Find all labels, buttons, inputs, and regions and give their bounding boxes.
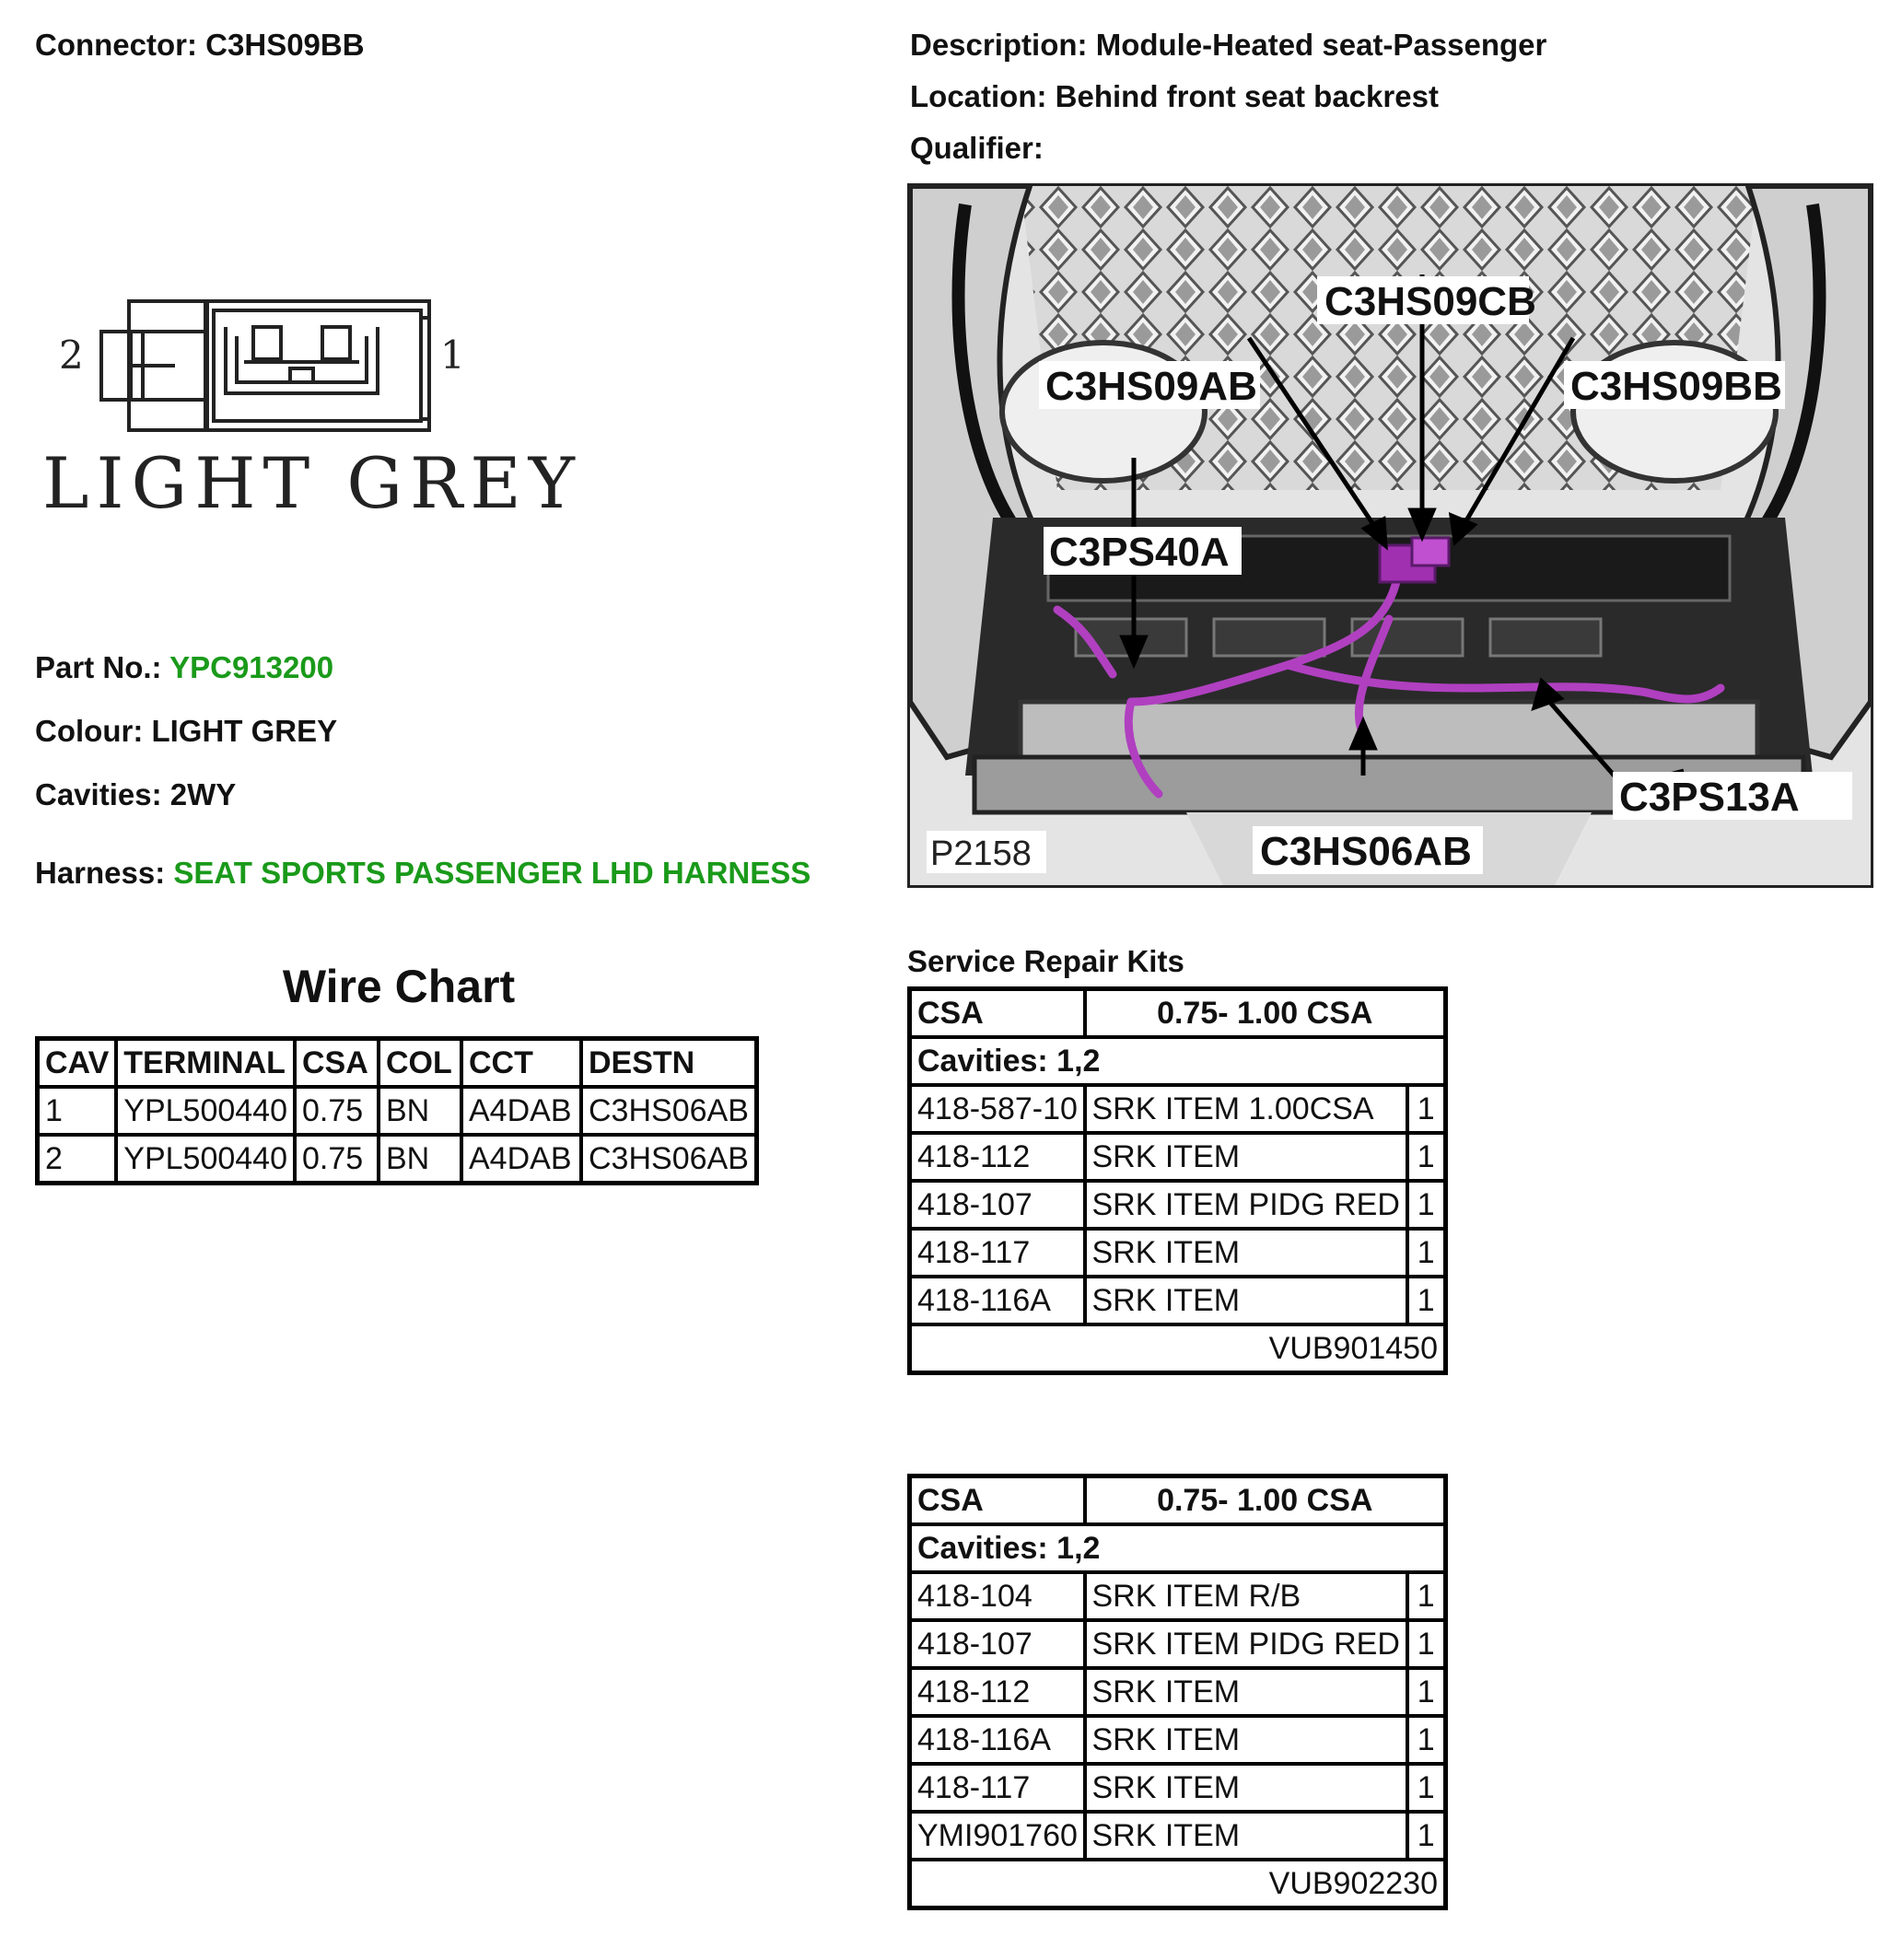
cell-cct: A4DAB xyxy=(461,1087,581,1135)
cell-col: BN xyxy=(379,1135,461,1184)
srk-item-qty: 1 xyxy=(1407,1716,1446,1764)
header-cav: CAV xyxy=(38,1039,117,1088)
colour-line xyxy=(35,713,337,750)
srk-item-desc: SRK ITEM xyxy=(1085,1668,1407,1716)
harness-line xyxy=(35,855,811,892)
cell-csa: 0.75 xyxy=(295,1087,379,1135)
header-csa: CSA xyxy=(295,1039,379,1088)
srk-item-desc: SRK ITEM xyxy=(1085,1764,1407,1812)
location-label: Location: xyxy=(910,79,1047,113)
cavities-line xyxy=(35,776,236,813)
location-photo xyxy=(907,183,1873,888)
srk-csa-label: CSA xyxy=(910,989,1085,1038)
srk-cavities-row xyxy=(910,1037,1446,1085)
connector-outline xyxy=(55,290,497,447)
table-row xyxy=(910,1085,1446,1133)
srk-item-qty: 1 xyxy=(1407,1133,1446,1181)
connector-colour-text: LIGHT GREY xyxy=(42,442,582,524)
srk-cavities-row xyxy=(910,1524,1446,1572)
srk-item-qty: 1 xyxy=(1407,1085,1446,1133)
header-cct: CCT xyxy=(461,1039,581,1088)
part-no-label: Part No.: xyxy=(35,650,162,684)
part-no-line xyxy=(35,649,333,686)
table-row xyxy=(910,1277,1446,1324)
description-line xyxy=(910,27,1546,64)
srk-item-code: 418-107 xyxy=(910,1181,1085,1229)
srk-item-qty: 1 xyxy=(1407,1572,1446,1620)
harness-label: Harness: xyxy=(35,856,166,890)
table-row xyxy=(910,1133,1446,1181)
wire-chart-header-row xyxy=(38,1039,757,1088)
srk-kit-no-row xyxy=(910,1860,1446,1908)
colour-value: LIGHT GREY xyxy=(151,714,338,748)
srk-item-qty: 1 xyxy=(1407,1764,1446,1812)
srk-csa-value: 0.75- 1.00 CSA xyxy=(1085,989,1446,1038)
header-col: COL xyxy=(379,1039,461,1088)
harness-link[interactable]: SEAT SPORTS PASSENGER LHD HARNESS xyxy=(173,856,811,890)
srk-item-code: 418-116A xyxy=(910,1277,1085,1324)
cell-cav: 1 xyxy=(38,1087,117,1135)
seat-illustration xyxy=(910,186,1871,885)
label-c3hs09cb: C3HS09CB xyxy=(1324,279,1536,324)
description-label: Description: xyxy=(910,28,1088,62)
connector-line xyxy=(35,27,365,64)
label-c3ps40a: C3PS40A xyxy=(1049,530,1230,575)
srk-item-desc: SRK ITEM xyxy=(1085,1229,1407,1277)
srk-item-desc: SRK ITEM xyxy=(1085,1133,1407,1181)
srk-csa-row xyxy=(910,1476,1446,1525)
cell-terminal: YPL500440 xyxy=(116,1087,295,1135)
description-value: Module-Heated seat-Passenger xyxy=(1095,28,1547,62)
wire-chart-title: Wire Chart xyxy=(282,961,516,1012)
srk-item-code: 418-112 xyxy=(910,1133,1085,1181)
srk-item-qty: 1 xyxy=(1407,1620,1446,1668)
srk-item-desc: SRK ITEM 1.00CSA xyxy=(1085,1085,1407,1133)
srk-item-code: 418-112 xyxy=(910,1668,1085,1716)
srk-title: Service Repair Kits xyxy=(907,944,1184,978)
srk-item-desc: SRK ITEM xyxy=(1085,1277,1407,1324)
qualifier-line xyxy=(910,130,1044,167)
srk-csa-row xyxy=(910,989,1446,1038)
srk-item-code: 418-107 xyxy=(910,1620,1085,1668)
srk-item-code: 418-587-10 xyxy=(910,1085,1085,1133)
label-c3ps13a: C3PS13A xyxy=(1619,775,1800,820)
location-value: Behind front seat backrest xyxy=(1055,79,1439,113)
label-c3hs06ab: C3HS06AB xyxy=(1260,829,1472,874)
table-row xyxy=(910,1620,1446,1668)
cell-cct: A4DAB xyxy=(461,1135,581,1184)
srk-cavities: Cavities: 1,2 xyxy=(910,1524,1446,1572)
srk-cavities: Cavities: 1,2 xyxy=(910,1037,1446,1085)
table-row xyxy=(910,1812,1446,1860)
srk-item-code: 418-104 xyxy=(910,1572,1085,1620)
pin-1-label: 1 xyxy=(440,332,465,378)
label-c3hs09ab: C3HS09AB xyxy=(1045,364,1257,409)
cell-destn: C3HS06AB xyxy=(581,1087,756,1135)
cavities-label: Cavities: xyxy=(35,777,162,811)
table-row xyxy=(38,1135,757,1184)
qualifier-label: Qualifier: xyxy=(910,131,1044,165)
srk-item-desc: SRK ITEM xyxy=(1085,1812,1407,1860)
connector-value: C3HS09BB xyxy=(205,28,365,62)
srk-item-qty: 1 xyxy=(1407,1812,1446,1860)
part-no-link[interactable]: YPC913200 xyxy=(169,650,334,684)
srk-item-code: 418-117 xyxy=(910,1764,1085,1812)
cell-csa: 0.75 xyxy=(295,1135,379,1184)
srk-item-qty: 1 xyxy=(1407,1181,1446,1229)
table-row xyxy=(910,1572,1446,1620)
table-row xyxy=(38,1087,757,1135)
srk-item-desc: SRK ITEM PIDG RED xyxy=(1085,1181,1407,1229)
srk-item-desc: SRK ITEM PIDG RED xyxy=(1085,1620,1407,1668)
location-line xyxy=(910,78,1439,115)
label-c3hs09bb: C3HS09BB xyxy=(1570,364,1782,409)
srk-item-desc: SRK ITEM R/B xyxy=(1085,1572,1407,1620)
table-row xyxy=(910,1181,1446,1229)
table-row xyxy=(910,1229,1446,1277)
cell-terminal: YPL500440 xyxy=(116,1135,295,1184)
srk-kit-number: VUB901450 xyxy=(910,1324,1446,1373)
srk-table-1 xyxy=(907,986,1448,1375)
colour-label: Colour: xyxy=(35,714,144,748)
srk-kit-number: VUB902230 xyxy=(910,1860,1446,1908)
srk-item-qty: 1 xyxy=(1407,1277,1446,1324)
srk-csa-value: 0.75- 1.00 CSA xyxy=(1085,1476,1446,1525)
figure-id: P2158 xyxy=(930,834,1032,873)
srk-item-code: 418-116A xyxy=(910,1716,1085,1764)
srk-item-code: 418-117 xyxy=(910,1229,1085,1277)
cell-destn: C3HS06AB xyxy=(581,1135,756,1184)
pin-2-label: 2 xyxy=(59,332,84,378)
srk-kit-no-row xyxy=(910,1324,1446,1373)
srk-item-code: YMI901760 xyxy=(910,1812,1085,1860)
table-row xyxy=(910,1716,1446,1764)
connector-label: Connector: xyxy=(35,28,197,62)
connector-drawing xyxy=(55,290,497,447)
srk-csa-label: CSA xyxy=(910,1476,1085,1525)
cavities-value: 2WY xyxy=(169,777,237,811)
cell-cav: 2 xyxy=(38,1135,117,1184)
header-terminal: TERMINAL xyxy=(116,1039,295,1088)
cell-col: BN xyxy=(379,1087,461,1135)
srk-item-qty: 1 xyxy=(1407,1668,1446,1716)
table-row xyxy=(910,1668,1446,1716)
srk-table-2 xyxy=(907,1474,1448,1910)
srk-item-desc: SRK ITEM xyxy=(1085,1716,1407,1764)
header-destn: DESTN xyxy=(581,1039,756,1088)
srk-item-qty: 1 xyxy=(1407,1229,1446,1277)
wire-chart-table xyxy=(35,1036,759,1185)
table-row xyxy=(910,1764,1446,1812)
